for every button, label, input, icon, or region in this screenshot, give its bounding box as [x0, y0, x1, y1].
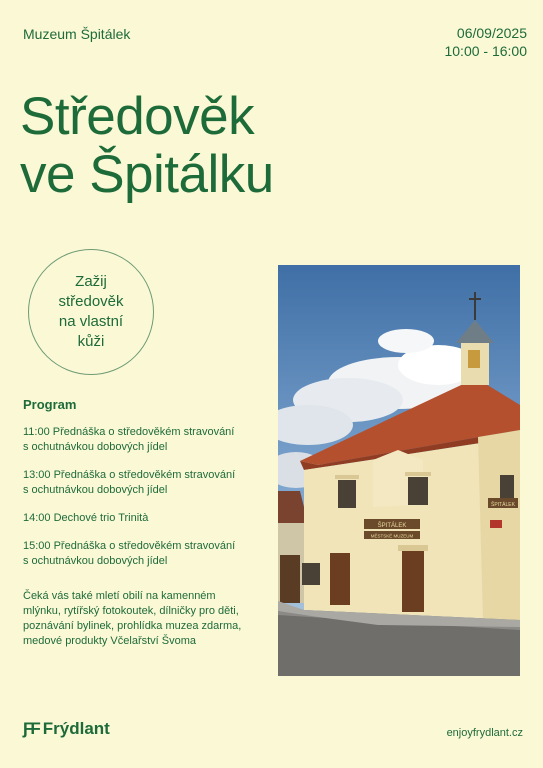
program-item-line: 15:00 Přednáška o středověkém stravování — [23, 540, 236, 552]
frydlant-logo — [23, 719, 110, 739]
program-list — [23, 425, 273, 582]
extra-line: mlýnku, rytířský fotokoutek, dílničky pro děti, — [23, 605, 239, 617]
tagline-circle — [28, 249, 154, 375]
program-item — [23, 468, 273, 498]
tagline-line: kůži — [77, 333, 105, 350]
title-line-2: ve Špitálku — [20, 145, 274, 204]
program-item-line: 13:00 Přednáška o středověkém stravování — [23, 469, 236, 481]
program-item — [23, 425, 273, 455]
venue-name: Muzeum Špitálek — [23, 26, 131, 42]
logo-text: Frýdlant — [42, 719, 110, 738]
event-date: 06/09/2025 — [456, 25, 527, 41]
museum-building-photo — [278, 265, 520, 676]
program-item — [23, 539, 273, 569]
building-sign: ŠPITÁLEK — [491, 502, 515, 508]
program-item-line: 11:00 Přednáška o středověkém stravování — [23, 426, 235, 438]
title-line-1: Středověk — [20, 87, 255, 146]
tagline-line: na vlastní — [58, 313, 124, 330]
building-sign: ŠPITÁLEK — [377, 523, 407, 529]
event-title — [20, 88, 274, 204]
extra-line: poznávání bylinek, prohlídka muzea zdarma, — [23, 620, 242, 632]
frydlant-logo-icon: ƑF — [23, 719, 38, 738]
extra-line: medové produkty Včelařství Švoma — [23, 635, 197, 647]
tagline-text — [58, 272, 123, 352]
tagline-line: Zažij — [75, 273, 107, 290]
program-item — [23, 511, 273, 526]
building-sign: MĚSTSKÉ MUZEUM — [370, 533, 414, 539]
event-time: 10:00 - 16:00 — [444, 43, 527, 59]
building-illustration — [278, 265, 520, 676]
program-heading: Program — [23, 397, 77, 412]
program-item-line: s ochutnávkou dobových jídel — [23, 441, 168, 453]
program-item-line: s ochutnávkou dobových jídel — [23, 484, 168, 496]
event-datetime — [444, 24, 527, 60]
program-item-line: 14:00 Dechové trio Trinità — [23, 512, 149, 524]
program-item-line: s ochutnávkou dobových jídel — [23, 555, 168, 567]
extra-activities — [23, 589, 283, 649]
extra-line: Čeká vás také mletí obilí na kamenném — [23, 590, 216, 602]
tagline-line: středověk — [58, 293, 124, 310]
website-link[interactable]: enjoyfrydlant.cz — [446, 727, 523, 739]
